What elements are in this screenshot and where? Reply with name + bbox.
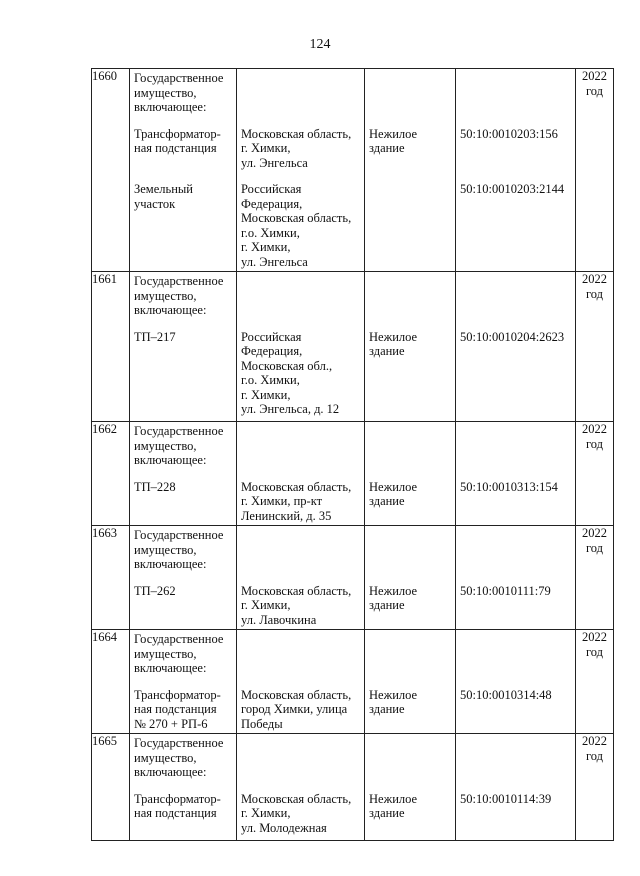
item-purpose: Нежилое здание	[369, 791, 418, 820]
item-cadastral-number: 50:10:0010313:154	[460, 479, 558, 494]
item-purpose	[365, 180, 455, 271]
entry-number: 1661	[92, 272, 130, 422]
item-cadastral-number: 50:10:0010203:2144	[460, 182, 565, 196]
transfer-year: 2022 год	[576, 526, 614, 630]
group-label: Государственное имущество, включающее:	[134, 736, 224, 779]
item-cadastral-number: 50:10:0010203:156	[460, 126, 558, 141]
item-purpose: Нежилое здание	[369, 583, 418, 612]
item-name: ТП–228	[134, 479, 176, 494]
cadastral-cell	[456, 272, 576, 422]
item-address: Московская область, г. Химки, ул. Энгельса	[241, 126, 352, 170]
item-name: ТП–262	[134, 583, 176, 598]
item-address: Российская Федерация, Московская область, г.о. Химки, г. Химки, ул. Энгельса	[241, 182, 352, 269]
entry-number: 1665	[92, 734, 130, 841]
item-name: Трансформатор- ная подстанция № 270 + РП-6	[134, 687, 221, 731]
registry-entry-row	[92, 734, 614, 841]
item-address: Московская область, город Химки, улица Победы	[241, 687, 352, 731]
purpose-cell	[365, 526, 456, 630]
registry-entry-row	[92, 422, 614, 526]
purpose-cell	[365, 630, 456, 734]
group-label: Государственное имущество, включающее:	[134, 528, 224, 571]
entry-number: 1662	[92, 422, 130, 526]
address-cell	[237, 422, 365, 526]
cadastral-cell	[456, 422, 576, 526]
item-name: Трансформатор- ная подстанция	[134, 791, 221, 820]
page-number: 124	[309, 37, 331, 52]
purpose-cell	[365, 422, 456, 526]
entry-number: 1660	[92, 69, 130, 272]
entry-number: 1664	[92, 630, 130, 734]
item-purpose: Нежилое здание	[369, 329, 418, 358]
cadastral-cell	[456, 630, 576, 734]
purpose-cell	[365, 272, 456, 422]
transfer-year: 2022 год	[576, 272, 614, 422]
group-label: Государственное имущество, включающее:	[134, 71, 224, 114]
item-name: Земельный участок	[134, 182, 193, 211]
item-purpose: Нежилое здание	[369, 687, 418, 716]
transfer-year: 2022 год	[576, 630, 614, 734]
item-purpose: Нежилое здание	[369, 126, 418, 155]
transfer-year: 2022 год	[576, 734, 614, 841]
transfer-year: 2022 год	[576, 422, 614, 526]
group-label: Государственное имущество, включающее:	[134, 632, 224, 675]
address-cell	[237, 526, 365, 630]
object-name-cell	[130, 734, 237, 841]
registry-entry-row	[92, 526, 614, 630]
object-name-cell	[130, 422, 237, 526]
item-cadastral-number: 50:10:0010114:39	[460, 791, 552, 806]
item-name: Трансформатор- ная подстанция	[134, 126, 221, 155]
object-name-cell	[130, 69, 237, 272]
item-name: ТП–217	[134, 329, 176, 344]
purpose-cell	[365, 69, 456, 272]
purpose-cell	[365, 734, 456, 841]
item-address: Московская область, г. Химки, ул. Лавочкина	[241, 583, 352, 627]
cadastral-cell	[456, 526, 576, 630]
item-cadastral-number: 50:10:0010111:79	[460, 583, 551, 598]
registry-entry-row	[92, 272, 614, 422]
item-address: Российская Федерация, Московская обл., г.о. Химки, г. Химки, ул. Энгельса, д. 12	[241, 329, 340, 416]
object-name-cell	[130, 526, 237, 630]
cadastral-cell	[456, 734, 576, 841]
item-cadastral-number: 50:10:0010314:48	[460, 687, 552, 702]
item-purpose: Нежилое здание	[369, 479, 418, 508]
item-address: Московская область, г. Химки, ул. Молодежная	[241, 791, 352, 835]
item-address: Московская область, г. Химки, пр-кт Ленинский, д. 35	[241, 479, 352, 523]
entry-number: 1663	[92, 526, 130, 630]
item-cadastral-number: 50:10:0010204:2623	[460, 329, 565, 344]
address-cell	[237, 734, 365, 841]
address-cell	[237, 69, 365, 272]
object-name-cell	[130, 272, 237, 422]
group-label: Государственное имущество, включающее:	[134, 424, 224, 467]
address-cell	[237, 272, 365, 422]
address-cell	[237, 630, 365, 734]
object-name-cell	[130, 630, 237, 734]
cadastral-cell	[456, 69, 576, 272]
registry-entry-row	[92, 630, 614, 734]
property-registry-table	[91, 68, 614, 841]
group-label: Государственное имущество, включающее:	[134, 274, 224, 317]
registry-entry-row	[92, 69, 614, 272]
transfer-year: 2022 год	[576, 69, 614, 272]
